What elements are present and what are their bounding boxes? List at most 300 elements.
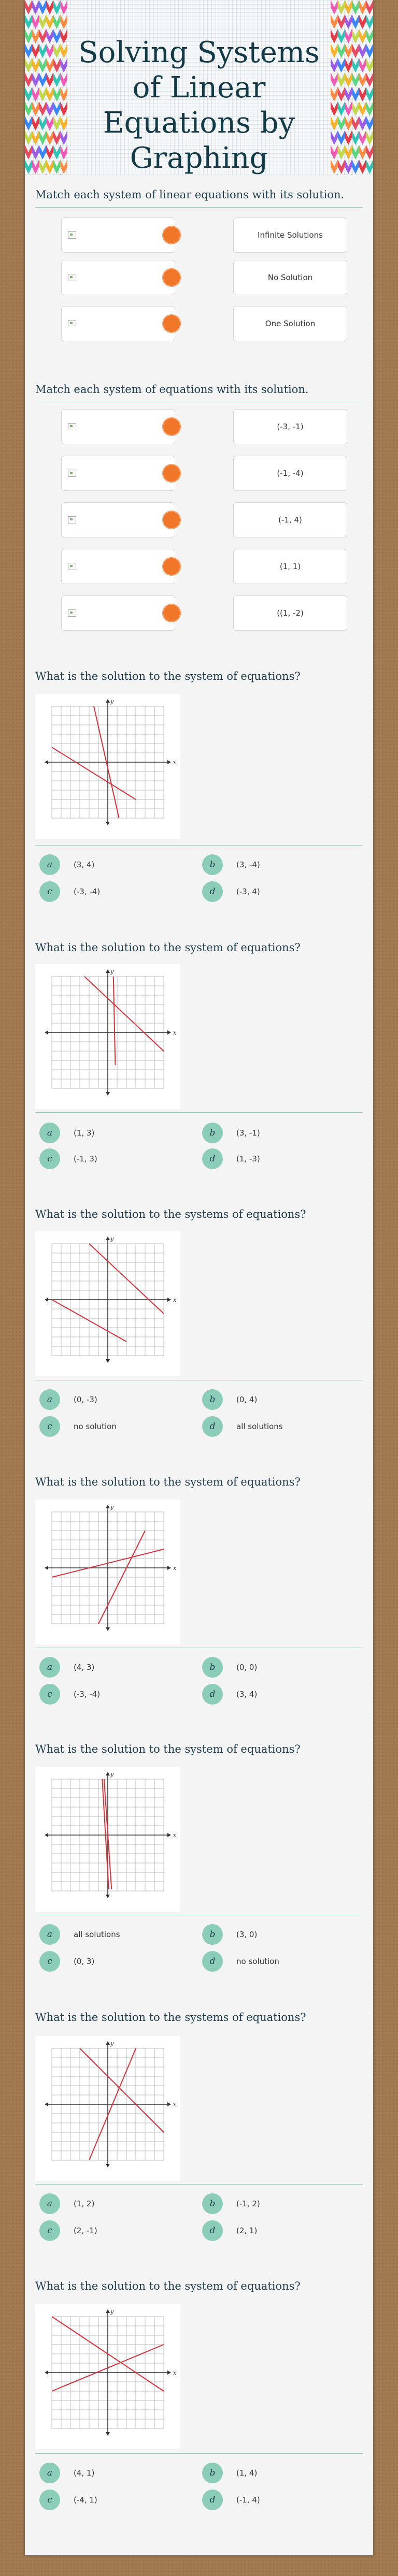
chevron-stripe — [331, 174, 338, 175]
chevron-stripe — [25, 116, 32, 130]
x-axis-label: x — [173, 2101, 177, 2108]
chevron-stripe — [46, 58, 53, 72]
chevron-stripe — [338, 58, 345, 72]
x-axis-arrow — [45, 1833, 48, 1837]
graph-line — [80, 2048, 164, 2132]
option-letter-badge: d — [202, 1951, 223, 1972]
chevron-stripe — [39, 43, 46, 58]
match1-image-card[interactable] — [61, 306, 175, 341]
option-letter-badge: b — [202, 1657, 223, 1678]
y-axis-arrow — [106, 2432, 110, 2436]
chevron-stripe — [39, 29, 46, 43]
chevron-stripe — [32, 145, 39, 159]
chevron-stripe — [345, 87, 352, 101]
question-7-title: What is the solution to the system of equations? — [35, 2280, 301, 2292]
option-text: (3, 4) — [74, 860, 95, 869]
chevron-stripe — [331, 87, 338, 101]
chevron-stripe — [366, 174, 373, 175]
chevron-stripe — [359, 43, 366, 58]
match2-image-card[interactable] — [61, 595, 175, 631]
match2-image-card[interactable] — [61, 502, 175, 537]
chevron-stripe — [32, 43, 39, 58]
option-letter-badge: b — [202, 2463, 223, 2483]
question-2-option-a[interactable] — [39, 1123, 94, 1143]
option-text: no solution — [236, 1957, 279, 1966]
chevron-stripe — [53, 72, 61, 87]
x-axis-label: x — [173, 1832, 177, 1839]
question-1-graph — [35, 694, 180, 839]
x-axis-arrow — [167, 1833, 171, 1837]
match2-answer-card[interactable] — [233, 456, 347, 491]
question-7-graph — [35, 2304, 180, 2449]
question-4-title: What is the solution to the system of equations? — [35, 1476, 301, 1488]
chevron-stripe — [359, 101, 366, 116]
match2-image-card[interactable] — [61, 456, 175, 491]
y-axis-label: y — [110, 1235, 114, 1242]
match2-row — [61, 502, 347, 537]
chevron-stripe — [46, 29, 53, 43]
option-text: (1, 3) — [74, 1128, 95, 1138]
chevron-stripe — [25, 174, 32, 175]
chevron-stripe — [338, 101, 345, 116]
chevron-stripe — [32, 14, 39, 29]
chevron-stripe — [331, 29, 338, 43]
option-letter-badge: c — [39, 1951, 60, 1972]
chevron-stripe — [345, 29, 352, 43]
y-axis-arrow — [106, 699, 110, 703]
connector-dot-left[interactable] — [162, 314, 181, 333]
option-text: (-1, 4) — [236, 2495, 260, 2505]
question-3-option-a[interactable] — [39, 1389, 97, 1410]
connector-dot-left[interactable] — [162, 557, 181, 576]
broken-image-icon — [68, 609, 76, 617]
chevron-stripe — [366, 159, 373, 174]
option-text: all solutions — [236, 1422, 283, 1431]
broken-image-icon — [68, 470, 76, 477]
chevron-stripe — [331, 130, 338, 145]
match1-answer-card[interactable] — [233, 217, 347, 253]
chevron-stripe — [338, 14, 345, 29]
chevron-stripe — [338, 116, 345, 130]
option-text: (0, -3) — [74, 1395, 97, 1404]
chevron-stripe — [32, 0, 39, 14]
connector-dot-left[interactable] — [162, 604, 181, 622]
chevron-stripe — [53, 159, 61, 174]
chevron-stripe — [359, 87, 366, 101]
y-axis-label: y — [110, 2040, 114, 2047]
match1-image-card[interactable] — [61, 260, 175, 295]
chevron-stripe — [331, 145, 338, 159]
option-text: (4, 1) — [74, 2468, 95, 2478]
connector-dot-left[interactable] — [162, 417, 181, 436]
connector-dot-left[interactable] — [162, 226, 181, 244]
option-text: (4, 3) — [74, 1663, 95, 1672]
chevron-stripe — [53, 58, 61, 72]
chevron-stripe — [331, 58, 338, 72]
match2-answer-card[interactable] — [233, 595, 347, 631]
chevron-stripe — [352, 116, 359, 130]
chevron-stripe — [25, 145, 32, 159]
chevron-stripe — [32, 29, 39, 43]
y-axis-arrow — [106, 969, 110, 973]
question-1-option-c[interactable] — [39, 881, 100, 902]
question-4-graph — [35, 1500, 180, 1644]
chevron-stripe — [46, 159, 53, 174]
option-letter-badge: a — [39, 2463, 60, 2483]
chevron-stripe — [39, 174, 46, 175]
chevron-stripe — [366, 72, 373, 87]
match1-answer-card[interactable] — [233, 306, 347, 341]
y-axis-label: y — [110, 698, 114, 705]
match1-answer-label: One Solution — [265, 319, 316, 328]
chevron-stripe — [345, 58, 352, 72]
connector-dot-left[interactable] — [162, 511, 181, 529]
option-text: (-1, 2) — [236, 2199, 260, 2208]
chevron-stripe — [338, 130, 345, 145]
divider — [35, 1112, 363, 1113]
x-axis-arrow — [167, 1566, 171, 1570]
chevron-stripe — [345, 130, 352, 145]
chevron-stripe — [46, 72, 53, 87]
y-axis-label: y — [110, 2308, 114, 2315]
option-text: (0, 4) — [236, 1395, 258, 1404]
x-axis-arrow — [45, 2102, 48, 2106]
chevron-stripe — [53, 87, 61, 101]
chevron-stripe — [39, 101, 46, 116]
question-5-option-d[interactable] — [202, 1951, 279, 1972]
chevron-stripe — [345, 145, 352, 159]
option-letter-badge: d — [202, 881, 223, 902]
question-4-option-d[interactable] — [202, 1684, 257, 1705]
chevron-stripe — [331, 159, 338, 174]
chevron-stripe — [345, 43, 352, 58]
chevron-stripe — [39, 145, 46, 159]
question-1-option-d[interactable] — [202, 881, 260, 902]
chevron-stripe — [32, 87, 39, 101]
chevron-stripe — [32, 101, 39, 116]
chevron-stripe — [25, 58, 32, 72]
question-2-option-c[interactable] — [39, 1148, 97, 1169]
chevron-stripe — [338, 0, 345, 14]
match1-heading: Match each system of linear equations with its solution. — [35, 188, 345, 201]
chevron-stripe — [359, 0, 366, 14]
option-letter-badge: a — [39, 1389, 60, 1410]
chevron-stripe — [32, 116, 39, 130]
chevron-stripe — [46, 14, 53, 29]
header-banner — [25, 0, 373, 175]
chevron-stripe — [359, 72, 366, 87]
worksheet — [25, 0, 373, 2555]
option-letter-badge: a — [39, 854, 60, 875]
option-letter-badge: d — [202, 2490, 223, 2510]
y-axis-arrow — [106, 1359, 110, 1363]
chevron-pattern-left — [25, 0, 67, 175]
chevron-stripe — [25, 72, 32, 87]
y-axis-arrow — [106, 2164, 110, 2167]
option-letter-badge: a — [39, 1657, 60, 1678]
chevron-stripe — [60, 14, 67, 29]
question-3-graph — [35, 1231, 180, 1376]
option-text: (1, 2) — [74, 2199, 95, 2208]
chevron-stripe — [331, 101, 338, 116]
chevron-stripe — [359, 29, 366, 43]
chevron-stripe — [53, 145, 61, 159]
chevron-stripe — [39, 87, 46, 101]
x-axis-label: x — [173, 1297, 177, 1303]
chevron-stripe — [39, 0, 46, 14]
question-4-option-a[interactable] — [39, 1657, 94, 1678]
question-2-option-d[interactable] — [202, 1148, 260, 1169]
chevron-stripe — [25, 87, 32, 101]
chevron-stripe — [366, 116, 373, 130]
option-letter-badge: b — [202, 854, 223, 875]
chevron-stripe — [32, 130, 39, 145]
option-letter-badge: a — [39, 1123, 60, 1143]
match1-answer-label: No Solution — [267, 273, 313, 282]
chevron-stripe — [359, 145, 366, 159]
chevron-stripe — [46, 116, 53, 130]
question-5-graph — [35, 1767, 180, 1912]
chevron-stripe — [359, 174, 366, 175]
option-letter-badge: c — [39, 1684, 60, 1705]
option-text: (1, -3) — [236, 1154, 260, 1163]
y-axis-arrow — [106, 1627, 110, 1631]
chevron-stripe — [39, 14, 46, 29]
chevron-stripe — [366, 14, 373, 29]
chevron-stripe — [53, 29, 61, 43]
match1-row — [61, 260, 347, 295]
question-5-title: What is the solution to the system of equations? — [35, 1743, 301, 1755]
option-letter-badge: a — [39, 1924, 60, 1945]
chevron-stripe — [359, 130, 366, 145]
question-6-title: What is the solution to the systems of equations? — [35, 2011, 306, 2024]
chevron-stripe — [46, 87, 53, 101]
chevron-stripe — [32, 58, 39, 72]
chevron-stripe — [338, 159, 345, 174]
chevron-stripe — [366, 29, 373, 43]
match2-row — [61, 549, 347, 584]
option-text: (0, 3) — [74, 1957, 95, 1966]
question-2-graph — [35, 964, 180, 1109]
match2-row — [61, 456, 347, 491]
match2-answer-card[interactable] — [233, 409, 347, 444]
question-1-option-a[interactable] — [39, 854, 94, 875]
chevron-stripe — [46, 145, 53, 159]
question-1-title: What is the solution to the system of equations? — [35, 670, 301, 682]
chevron-stripe — [366, 145, 373, 159]
connector-dot-left[interactable] — [162, 268, 181, 287]
graph-line — [52, 747, 136, 799]
match1-row — [61, 217, 347, 253]
broken-image-icon — [68, 231, 76, 239]
chevron-stripe — [352, 130, 359, 145]
match2-row — [61, 595, 347, 631]
option-letter-badge: d — [202, 2220, 223, 2241]
chevron-stripe — [46, 174, 53, 175]
chevron-stripe — [345, 116, 352, 130]
chevron-stripe — [60, 0, 67, 14]
option-text: (-1, 3) — [74, 1154, 97, 1163]
chevron-stripe — [345, 14, 352, 29]
chevron-stripe — [53, 101, 61, 116]
chevron-pattern-right — [331, 0, 373, 175]
option-letter-badge: b — [202, 1924, 223, 1945]
option-text: (1, 4) — [236, 2468, 258, 2478]
match2-answer-label: (-1, -4) — [277, 469, 304, 478]
chevron-stripe — [345, 101, 352, 116]
chevron-stripe — [331, 72, 338, 87]
chevron-stripe — [338, 87, 345, 101]
match2-image-card[interactable] — [61, 549, 175, 584]
option-letter-badge: c — [39, 1416, 60, 1437]
match2-image-card[interactable] — [61, 409, 175, 444]
option-letter-badge: b — [202, 1389, 223, 1410]
match2-answer-card[interactable] — [233, 549, 347, 584]
question-3-option-d[interactable] — [202, 1416, 283, 1437]
option-letter-badge: c — [39, 1148, 60, 1169]
y-axis-label: y — [110, 1771, 114, 1778]
match1-row — [61, 306, 347, 341]
x-axis-label: x — [173, 2369, 177, 2376]
question-5-option-b[interactable] — [202, 1924, 257, 1945]
chevron-stripe — [32, 174, 39, 175]
chevron-stripe — [359, 58, 366, 72]
chevron-stripe — [352, 0, 359, 14]
match2-answer-label: (1, 1) — [279, 562, 301, 571]
y-axis-arrow — [106, 1236, 110, 1240]
match1-answer-label: Infinite Solutions — [258, 230, 323, 240]
question-4-option-c[interactable] — [39, 1684, 100, 1705]
option-letter-badge: a — [39, 2193, 60, 2214]
option-letter-badge: c — [39, 2220, 60, 2241]
chevron-stripe — [338, 43, 345, 58]
question-1-option-b[interactable] — [202, 854, 260, 875]
match2-row — [61, 409, 347, 444]
chevron-stripe — [338, 174, 345, 175]
chevron-stripe — [366, 0, 373, 14]
chevron-stripe — [25, 130, 32, 145]
question-7-option-a[interactable] — [39, 2463, 94, 2483]
question-4-option-b[interactable] — [202, 1657, 257, 1678]
chevron-stripe — [25, 14, 32, 29]
chevron-stripe — [352, 174, 359, 175]
question-7-option-c[interactable] — [39, 2490, 97, 2510]
chevron-stripe — [352, 29, 359, 43]
x-axis-label: x — [173, 759, 177, 766]
option-letter-badge: c — [39, 2490, 60, 2510]
x-axis-label: x — [173, 1565, 177, 1571]
chevron-stripe — [352, 14, 359, 29]
divider — [35, 2184, 363, 2185]
chevron-stripe — [46, 43, 53, 58]
chevron-stripe — [25, 159, 32, 174]
chevron-stripe — [53, 116, 61, 130]
question-5-option-a[interactable] — [39, 1924, 120, 1945]
y-axis-arrow — [106, 1895, 110, 1898]
question-7-option-d[interactable] — [202, 2490, 260, 2510]
x-axis-label: x — [173, 1029, 177, 1036]
option-letter-badge: c — [39, 881, 60, 902]
broken-image-icon — [68, 563, 76, 570]
chevron-stripe — [338, 29, 345, 43]
chevron-stripe — [53, 130, 61, 145]
question-6-option-d[interactable] — [202, 2220, 257, 2241]
option-text: (3, 4) — [236, 1690, 258, 1699]
chevron-stripe — [46, 101, 53, 116]
match2-answer-label: (-1, 4) — [278, 515, 302, 525]
chevron-stripe — [352, 43, 359, 58]
question-3-option-b[interactable] — [202, 1389, 257, 1410]
option-text: no solution — [74, 1422, 117, 1431]
match1-image-card[interactable] — [61, 217, 175, 253]
option-letter-badge: d — [202, 1416, 223, 1437]
option-letter-badge: b — [202, 2193, 223, 2214]
x-axis-arrow — [167, 760, 171, 764]
match2-heading: Match each system of equations with its solution. — [35, 383, 309, 396]
option-letter-badge: b — [202, 1123, 223, 1143]
x-axis-arrow — [167, 1030, 171, 1035]
y-axis-label: y — [110, 968, 114, 975]
divider — [35, 2453, 363, 2454]
option-letter-badge: d — [202, 1148, 223, 1169]
option-text: (-3, -4) — [74, 887, 101, 896]
question-6-option-b[interactable] — [202, 2193, 260, 2214]
question-6-option-c[interactable] — [39, 2220, 97, 2241]
chevron-stripe — [359, 116, 366, 130]
broken-image-icon — [68, 516, 76, 523]
chevron-stripe — [25, 101, 32, 116]
x-axis-arrow — [45, 760, 48, 764]
connector-dot-left[interactable] — [162, 464, 181, 483]
option-text: (2, -1) — [74, 2226, 97, 2235]
option-text: all solutions — [74, 1930, 120, 1939]
x-axis-arrow — [167, 1298, 171, 1302]
option-letter-badge: d — [202, 1684, 223, 1705]
chevron-stripe — [366, 87, 373, 101]
question-7-option-b[interactable] — [202, 2463, 257, 2483]
chevron-stripe — [39, 159, 46, 174]
chevron-stripe — [366, 130, 373, 145]
question-6-option-a[interactable] — [39, 2193, 94, 2214]
chevron-stripe — [32, 159, 39, 174]
chevron-stripe — [352, 145, 359, 159]
question-3-option-c[interactable] — [39, 1416, 117, 1437]
match2-answer-label: ((1, -2) — [277, 608, 304, 618]
option-text: (2, 1) — [236, 2226, 258, 2235]
x-axis-arrow — [45, 2370, 48, 2375]
chevron-stripe — [345, 0, 352, 14]
chevron-stripe — [331, 116, 338, 130]
question-5-option-c[interactable] — [39, 1951, 94, 1972]
chevron-stripe — [352, 87, 359, 101]
chevron-stripe — [25, 43, 32, 58]
y-axis-arrow — [106, 1505, 110, 1508]
match2-answer-card[interactable] — [233, 502, 347, 537]
y-axis-arrow — [106, 822, 110, 825]
match1-answer-card[interactable] — [233, 260, 347, 295]
y-axis-arrow — [106, 2041, 110, 2045]
chevron-stripe — [39, 58, 46, 72]
x-axis-arrow — [45, 1566, 48, 1570]
question-2-option-b[interactable] — [202, 1123, 260, 1143]
chevron-stripe — [366, 58, 373, 72]
chevron-stripe — [25, 0, 32, 14]
option-text: (3, 0) — [236, 1930, 258, 1939]
chevron-stripe — [39, 116, 46, 130]
option-text: (-3, -4) — [74, 1690, 101, 1699]
chevron-stripe — [331, 14, 338, 29]
chevron-stripe — [359, 14, 366, 29]
